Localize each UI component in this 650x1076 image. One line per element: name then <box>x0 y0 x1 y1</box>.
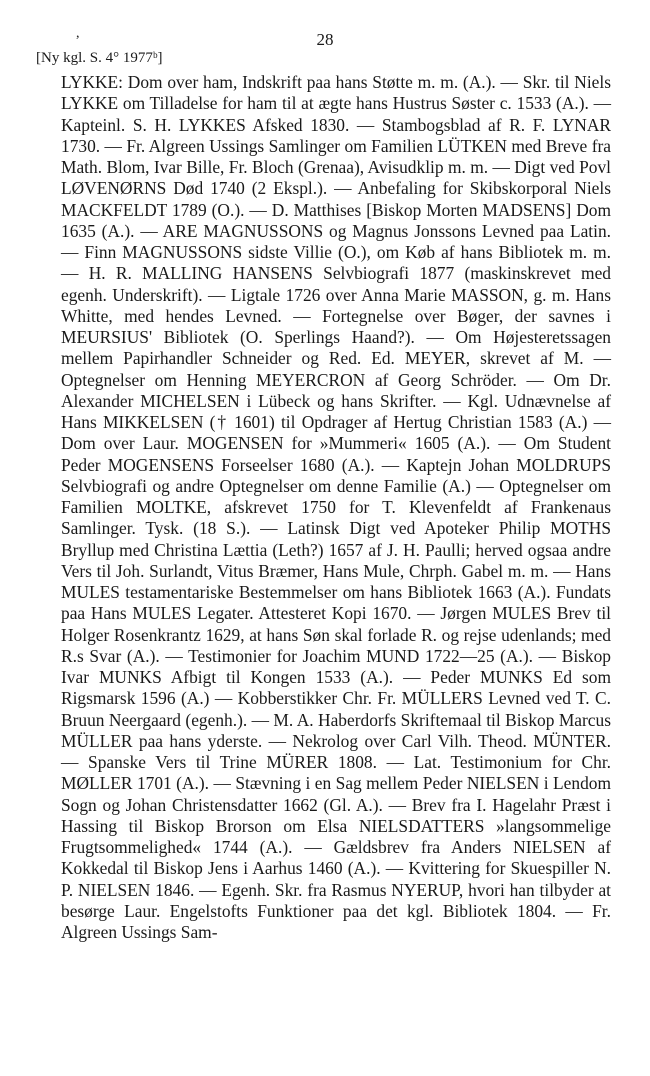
stray-mark: , <box>76 26 80 41</box>
catalog-paragraph: LYKKE: Dom over ham, Indskrift paa hans Støtte m. m. (A.). — Skr. til Niels LYKKE om Tilladelse for ham til at ægte hans Hustrus Søster c. 1533 (A.). — Kapteinl. S. H. LYKKES Afsked 1830. — Stambogsblad af R. F. LYNAR 1730. — Fr. Algreen Ussings Samlinger om Familien LÜTKEN med Breve fra Math. Blom, Ivar Bille, Fr. Bloch (Grenaa), Avisudklip m. m. — Digt ved Povl LØVENØRNS Død 1740 (2 Ekspl.). — Anbefaling for Skibskorporal Niels MACKFELDT 1789 (O.). — D. Matthises [Biskop Morten MADSENS] Dom 1635 (A.). — ARE MAGNUSSONS og Magnus Jonssons Levned paa Latin. — Finn MAGNUSSONS sidste Villie (O.), om Køb af hans Bibliotek m. m. — H. R. MALLING HANSENS Selvbiografi 1877 (maskinskrevet med egenh. Underskrift). — Ligtale 1726 over Anna Marie MASSON, g. m. Hans Whitte, med hendes Levned. — Fortegnelse over Bøger, der savnes i MEURSIUS' Bibliotek (O. Sperlings Haand?). — Om Højesteretssagen mellem Papirhandler Schneider og Red. Ed. MEYER, skrevet af M. — Optegnelser om Henning MEYERCRON af Georg Schröder. — Om Dr. Alexander MICHELSEN i Lübeck og hans Skrifter. — Kgl. Udnævnelse af Hans MIKKELSEN († 1601) til Opdrager af Hertug Christian 1583 (A.) — Dom over Laur. MOGENSEN for »Mummeri« 1605 (A.). — Om Student Peder MOGENSENS Forseelser 1680 (A.). — Kaptejn Johan MOLDRUPS Selvbiografi og andre Optegnelser om denne Familie (A.) — Optegnelser om Familien MOLTKE, afskrevet 1750 for T. Klevenfeldt af Frankenaus Samlinger. Tysk. (18 S.). — Latinsk Digt ved Apoteker Philip MOTHS Bryllup med Christina Lættia (Leth?) 1657 af J. H. Paulli; herved ogsaa andre Vers til Joh. Surlandt, Vitus Bræmer, Hans Mule, Chrph. Gabel m. m. — Hans MULES testamentariske Bestemmelser om hans Bibliotek 1663 (A.). Fundats paa Hans MULES Legater. Attesteret Kopi 1670. — Jørgen MULES Brev til Holger Rosenkrantz 1629, at hans Søn skal forlade R. og rejse udenlands; med R.s Svar (A.). — Testimonier for Joachim MUND 1722—25 (A.). — Biskop Ivar MUNKS Afbigt til Kongen 1533 (A.). — Peder MUNKS Ed som Rigsmarsk 1596 (A.) — Kobberstikker Chr. Fr. MÜLLERS Levned ved T. C. Bruun Neergaard (egenh.). — M. A. Haberdorfs Skriftemaal til Biskop Marcus MÜLLER paa hans yderste. — Nekrolog over Carl Vilh. Theod. MÜNTER. — Spanske Vers til Trine MÜRER 1808. — Lat. Testimonium for Chr. MØLLER 1701 (A.). — Stævning i en Sag mellem Peder NIELSEN i Lendom Sogn og Johan Christensdatter 1662 (Gl. A.). — Brev fra I. Hagelahr Præst i Hassing til Biskop Brorson om Elsa NIELSDATTERS »langsommelige Frugtsommelighed« 1744 (A.). — Gældsbrev fra Anders NIELSEN af Kokkedal til Biskop Jens i Aarhus 1460 (A.). — Kvittering for Skuespiller N. P. NIELSEN 1846. — Egenh. Skr. fra Rasmus NYERUP, hvori han tilbyder at besørge Laur. Engelstofts Funktioner paa det kgl. Bibliotek 1804. — Fr. Algreen Ussings Sam- <box>61 72 611 942</box>
catalog-text <box>61 72 611 943</box>
page-number: 28 <box>316 30 334 49</box>
shelfmark: [Ny kgl. S. 4° 1977ᵇ] <box>36 50 163 66</box>
